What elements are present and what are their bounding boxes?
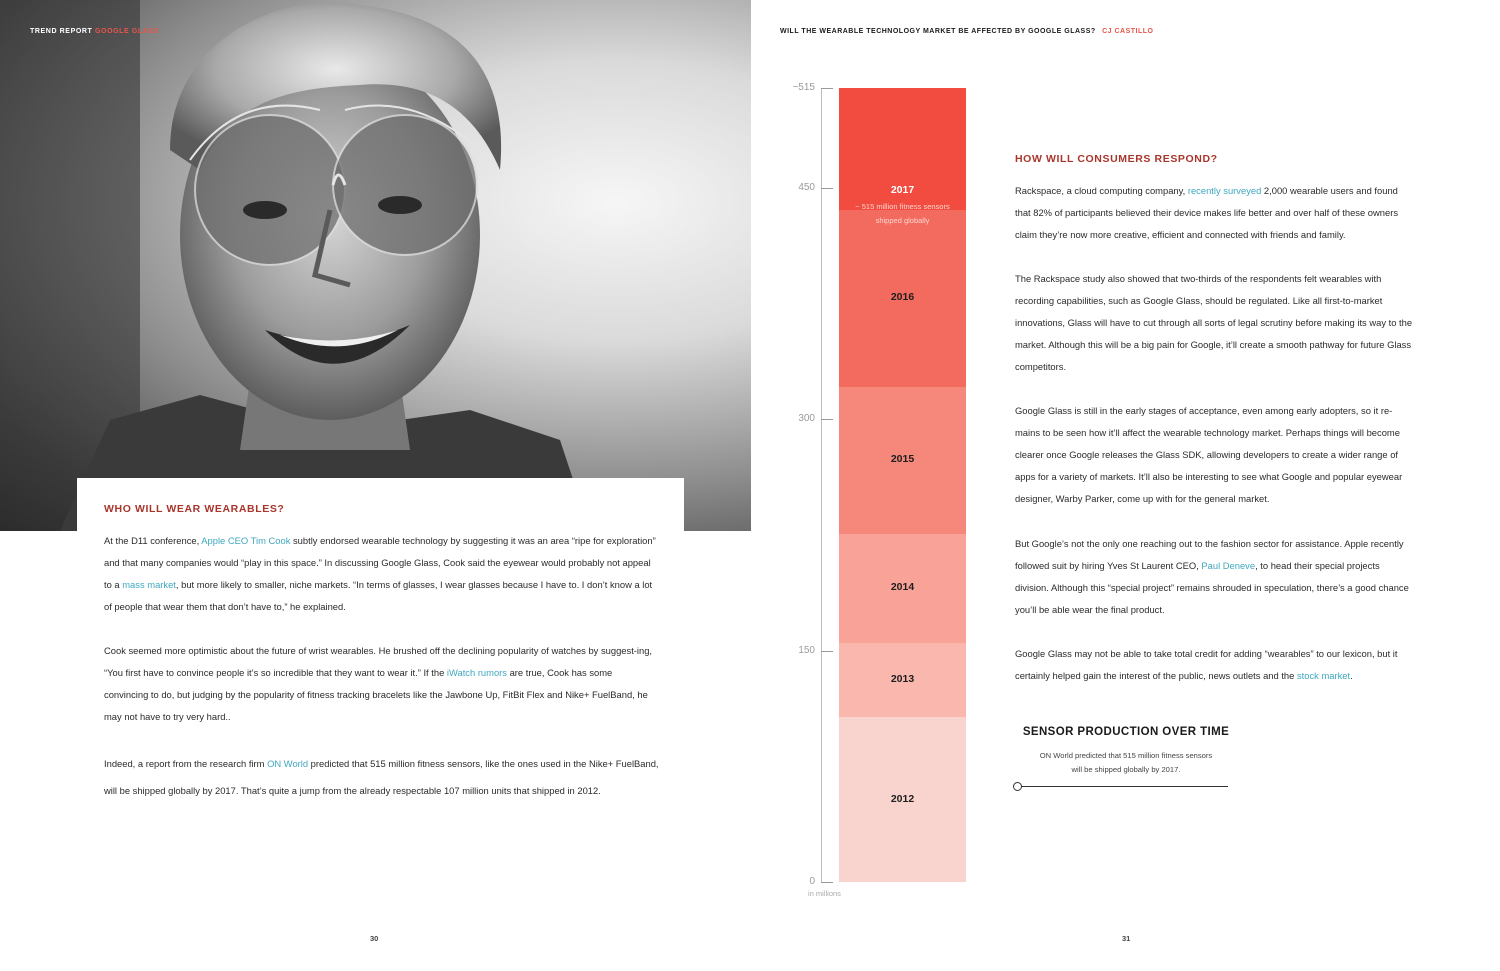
text-span: 2,000 wearable users and found that 82% of participants believed their device makes life better and over half of these owners claim they’re now more creative, efficient and connected with friends and family. bbox=[1015, 185, 1399, 240]
text-span: Rackspace, a cloud computing company, bbox=[1015, 185, 1188, 196]
bar-segment-2016 bbox=[839, 210, 966, 387]
y-tick-mark bbox=[821, 419, 833, 420]
left-paragraph-2 bbox=[104, 640, 659, 728]
header-left-prefix: TREND REPORT bbox=[30, 28, 93, 35]
link-on-world[interactable]: ON World bbox=[267, 758, 309, 769]
sensor-production-title: SENSOR PRODUCTION OVER TIME bbox=[1022, 726, 1230, 738]
y-tick-mark bbox=[821, 88, 833, 89]
y-axis-line bbox=[821, 88, 822, 882]
bar-segment-2015 bbox=[839, 387, 966, 533]
text-span: At the D11 conference, bbox=[104, 535, 202, 546]
right-paragraph-4 bbox=[1015, 533, 1413, 621]
timeline-line bbox=[1018, 786, 1228, 787]
y-tick-label: 300 bbox=[798, 413, 815, 425]
header-left-accent: GOOGLE GLASS bbox=[94, 28, 159, 35]
bar-year-label: 2013 bbox=[890, 673, 915, 686]
header-right bbox=[780, 28, 1153, 35]
portrait-photo bbox=[0, 0, 751, 531]
link-stock-market[interactable]: stock market bbox=[1296, 670, 1351, 681]
bar-year-label: 2012 bbox=[890, 792, 915, 805]
link-mass-market[interactable]: mass market bbox=[122, 579, 176, 590]
page-number-right: 31 bbox=[1122, 934, 1131, 943]
link-paul-deneve[interactable]: Paul Deneve bbox=[1201, 560, 1256, 571]
link-iwatch-rumors[interactable]: iWatch rumors bbox=[446, 667, 507, 678]
bar-segment-2012 bbox=[839, 717, 966, 882]
y-tick-label: 150 bbox=[798, 644, 815, 656]
text-span: are true, Cook has some convincing to do, but judging by the popularity of fitness tracking bracelets like the Jawbone Up, FitBit Flex and Nike+ FuelBand, he may not have to try very hard.. bbox=[104, 667, 648, 722]
bar-segment-2014 bbox=[839, 534, 966, 643]
y-axis-unit: in millions bbox=[808, 889, 841, 898]
left-paragraph-3 bbox=[104, 750, 664, 804]
link-tim-cook[interactable]: Apple CEO Tim Cook bbox=[201, 535, 291, 546]
header-right-title: WILL THE WEARABLE TECHNOLOGY MARKET BE AFFECTED BY GOOGLE GLASS? bbox=[780, 28, 1096, 35]
bar-segment-2017 bbox=[839, 88, 966, 225]
text-span: Cook seemed more optimistic about the future of wrist wearables. He brushed off the declining popularity of watches by suggest-ing, “You first have to convince people it’s so incredible that they want to wear it.” If the bbox=[104, 645, 653, 678]
text-span: predicted that 515 million fitness sensors, like the ones used in the Nike+ FuelBand, will be shipped globally by 2017. That’s quite a jump from the already respectable 107 million units that shipped in 2012. bbox=[104, 758, 659, 796]
bar-segment-2013 bbox=[839, 643, 966, 717]
text-span: Indeed, a report from the research firm bbox=[104, 758, 268, 769]
right-paragraph-3: Google Glass is still in the early stages of acceptance, even among early adopters, so it re-mains to be seen how it’ll affect the wearable technology market. Perhaps things will become clearer once Google releases the Glass SDK, allowing developers to create a wider range of apps for a variety of markets. It’ll also be interesting to see what Google and popular eyewear designer, Warby Parker, come up with for the general market. bbox=[1015, 405, 1403, 504]
bar-year-label: 2016 bbox=[890, 291, 915, 304]
right-paragraph-1 bbox=[1015, 180, 1413, 246]
timeline-dot bbox=[1013, 782, 1022, 791]
right-section-title: HOW WILL CONSUMERS RESPOND? bbox=[1015, 153, 1218, 165]
text-span: , but more likely to smaller, niche markets. “In terms of glasses, I wear glasses because I have to. I don’t know a lot of people that wear them that don’t have to,” he explained. bbox=[104, 579, 653, 612]
link-recently-surveyed[interactable]: recently surveyed bbox=[1187, 185, 1262, 196]
portrait-illustration bbox=[0, 0, 751, 531]
left-paragraph-1 bbox=[104, 530, 659, 618]
page-number-left: 30 bbox=[370, 934, 379, 943]
sensor-production-note: ON World predicted that 515 million fitness sensors will be shipped globally by 2017. bbox=[1039, 751, 1213, 774]
y-tick-mark bbox=[821, 188, 833, 189]
bar-year-label: 2017 bbox=[890, 184, 915, 196]
y-tick-mark bbox=[821, 882, 833, 883]
left-section-title: WHO WILL WEAR WEARABLES? bbox=[104, 503, 285, 515]
right-paragraph-2: The Rackspace study also showed that two-thirds of the respondents felt wearables with recording capabilities, such as Google Glass, should be regulated. Like all first-to-market innovations, Glass will have to cut through all sorts of legal scrutiny before making its way to the market. Although this will be a big pain for Google, it’ll create a smooth pathway for future Glass competitors. bbox=[1015, 273, 1413, 372]
bar-year-label: 2015 bbox=[890, 453, 915, 466]
y-tick-label: 0 bbox=[809, 876, 815, 887]
text-span: . bbox=[1350, 670, 1353, 681]
header-left bbox=[30, 28, 159, 35]
header-right-author: CJ CASTILLO bbox=[1102, 28, 1154, 35]
text-span: Google Glass may not be able to take total credit for adding “wearables” to our lexicon, but it certainly helped gain the interest of the public, news outlets and the bbox=[1015, 648, 1398, 681]
y-tick-label: ~515 bbox=[792, 82, 815, 93]
text-span: But Google’s not the only one reaching out to the fashion sector for assistance. Apple recently followed suit by hiring Yves St Laurent CEO, bbox=[1015, 538, 1404, 571]
text-span: subtly endorsed wearable technology by suggesting it was an area “ripe for exploration” and that many companies would “play in this space.” In discussing Google Glass, Cook said the eyewear would probably not appeal to a bbox=[104, 535, 656, 590]
y-tick-label: 450 bbox=[798, 182, 815, 194]
y-tick-mark bbox=[821, 651, 833, 652]
right-paragraph-5 bbox=[1015, 643, 1413, 687]
text-span: , to head their special projects division. Although this “special project” remains shrouded in speculation, there’s a good chance you’ll be able wear the final product. bbox=[1015, 560, 1409, 615]
bar-annotation: ~ 515 million fitness sensors shipped globally bbox=[855, 202, 950, 225]
bar-year-label: 2014 bbox=[890, 581, 915, 594]
